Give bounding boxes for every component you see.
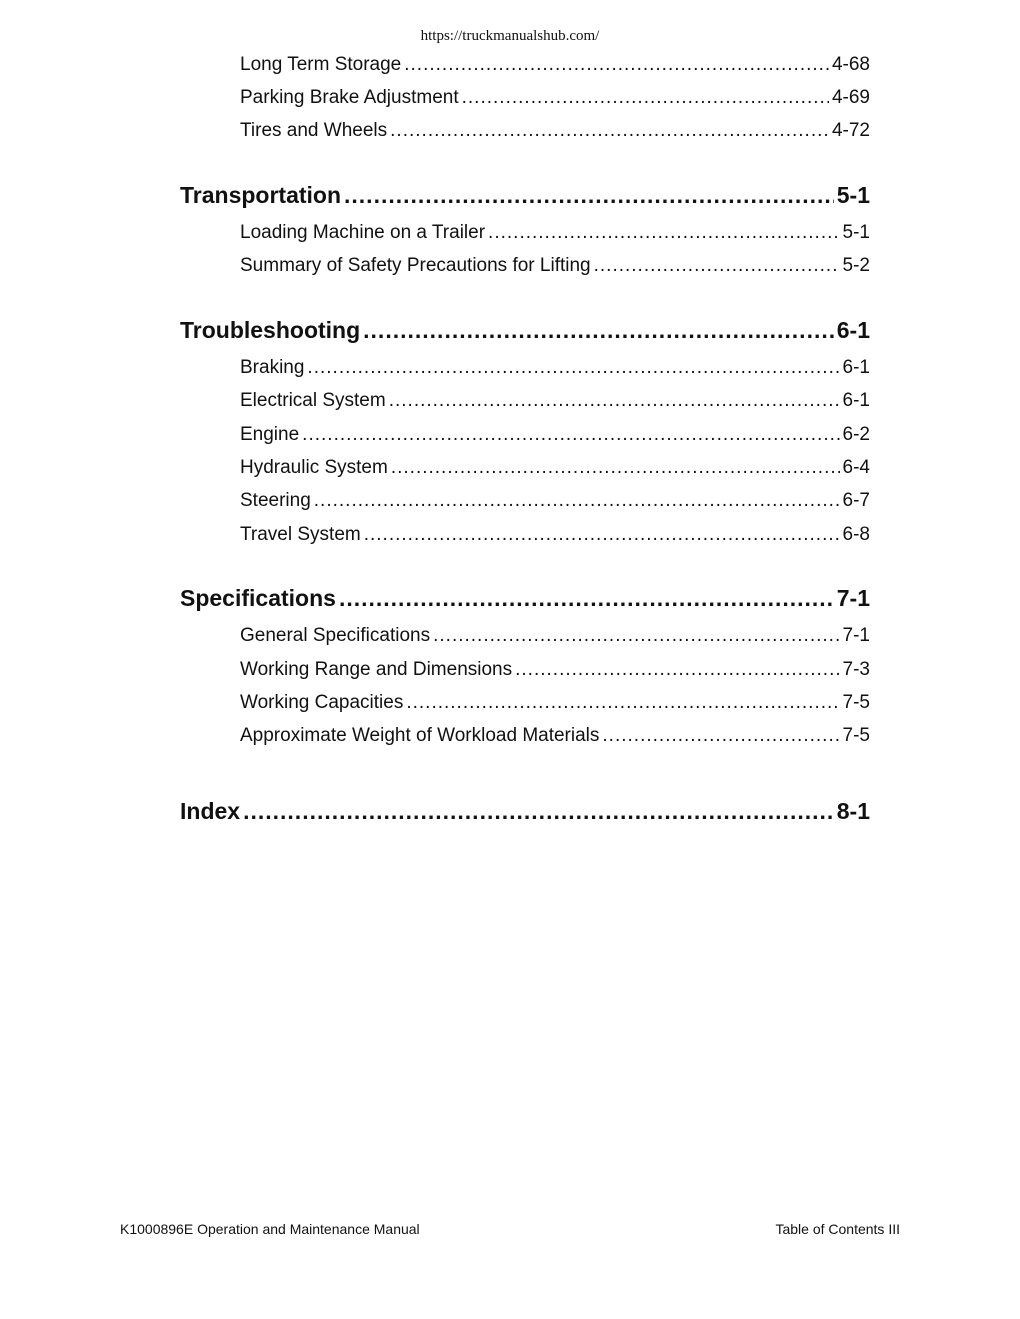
toc-entry-hydraulic-system[interactable] xyxy=(240,457,870,479)
dot-leader xyxy=(243,798,834,825)
toc-entry-page: 6-1 xyxy=(842,390,870,411)
toc-chapter-page: 8-1 xyxy=(836,798,870,824)
dot-leader xyxy=(391,457,840,479)
toc-chapter-troubleshooting[interactable] xyxy=(180,317,870,344)
toc-entry-title: Hydraulic System xyxy=(240,457,388,478)
toc-entry-page: 5-2 xyxy=(842,255,870,276)
toc-chapter-page: 7-1 xyxy=(836,585,870,611)
toc-chapter-title: Transportation xyxy=(180,182,342,208)
dot-leader xyxy=(364,524,840,546)
toc-chapter-index[interactable] xyxy=(180,798,870,825)
toc-entry-braking[interactable] xyxy=(240,357,870,379)
dot-leader xyxy=(307,357,839,379)
dot-leader xyxy=(363,317,834,344)
toc-entry-title: Engine xyxy=(240,424,300,445)
toc-entry-page: 7-5 xyxy=(842,725,870,746)
toc-entry-title: Working Range and Dimensions xyxy=(240,659,513,680)
toc-entry-page: 7-3 xyxy=(842,659,870,680)
toc-entry-title: Steering xyxy=(240,490,311,511)
dot-leader xyxy=(339,585,834,612)
dot-leader xyxy=(404,54,829,76)
toc-entry-page: 7-5 xyxy=(842,692,870,713)
toc-entry-title: Approximate Weight of Workload Materials xyxy=(240,725,600,746)
toc-entry-title: Long Term Storage xyxy=(240,54,402,75)
toc-entry-long-term-storage[interactable] xyxy=(240,54,870,76)
dot-leader xyxy=(602,725,839,747)
footer-manual-title: K1000896E Operation and Maintenance Manual xyxy=(120,1221,420,1237)
toc-entry-engine[interactable] xyxy=(240,424,870,446)
toc-chapter-transportation[interactable] xyxy=(180,182,870,209)
dot-leader xyxy=(406,692,839,714)
toc-entry-title: Travel System xyxy=(240,524,361,545)
toc-entry-working-capacities[interactable] xyxy=(240,692,870,714)
toc-entry-page: 4-69 xyxy=(831,87,870,108)
toc-chapter-page: 5-1 xyxy=(836,182,870,208)
toc-entry-page: 4-72 xyxy=(831,120,870,141)
dot-leader xyxy=(344,182,834,209)
footer-section-label: Table of Contents III xyxy=(775,1221,900,1237)
toc-entry-tires-and-wheels[interactable] xyxy=(240,120,870,142)
dot-leader xyxy=(389,390,840,412)
toc-entry-title: Summary of Safety Precautions for Lifting xyxy=(240,255,591,276)
toc-entry-approximate-weight-of-workload-materials[interactable] xyxy=(240,725,870,747)
toc-entry-parking-brake-adjustment[interactable] xyxy=(240,87,870,109)
toc-entry-title: Tires and Wheels xyxy=(240,120,388,141)
dot-leader xyxy=(302,424,839,446)
toc-entry-page: 6-7 xyxy=(842,490,870,511)
dot-leader xyxy=(462,87,829,109)
dot-leader xyxy=(314,490,840,512)
dot-leader xyxy=(515,659,839,681)
dot-leader xyxy=(390,120,829,142)
dot-leader xyxy=(488,222,839,244)
toc-entry-working-range-and-dimensions[interactable] xyxy=(240,659,870,681)
toc-entry-title: Braking xyxy=(240,357,305,378)
toc-entry-title: Loading Machine on a Trailer xyxy=(240,222,486,243)
toc-entry-steering[interactable] xyxy=(240,490,870,512)
toc-entry-title: Electrical System xyxy=(240,390,386,411)
toc-entry-page: 6-1 xyxy=(842,357,870,378)
toc-entry-title: Parking Brake Adjustment xyxy=(240,87,459,108)
toc-entry-travel-system[interactable] xyxy=(240,524,870,546)
toc-chapter-specifications[interactable] xyxy=(180,585,870,612)
toc-entry-page: 7-1 xyxy=(842,625,870,646)
toc-entry-page: 6-8 xyxy=(842,524,870,545)
toc-entry-general-specifications[interactable] xyxy=(240,625,870,647)
toc-entry-loading-machine-on-a-trailer[interactable] xyxy=(240,222,870,244)
toc-chapter-title: Troubleshooting xyxy=(180,317,361,343)
toc-entry-page: 6-2 xyxy=(842,424,870,445)
toc-chapter-title: Index xyxy=(180,798,241,824)
dot-leader xyxy=(433,625,839,647)
toc-chapter-page: 6-1 xyxy=(836,317,870,343)
toc-entry-title: General Specifications xyxy=(240,625,431,646)
toc-entry-summary-of-safety-precautions[interactable] xyxy=(240,255,870,277)
toc-entry-electrical-system[interactable] xyxy=(240,390,870,412)
dot-leader xyxy=(594,255,840,277)
toc-entry-title: Working Capacities xyxy=(240,692,404,713)
toc-entry-page: 6-4 xyxy=(842,457,870,478)
toc-entry-page: 5-1 xyxy=(842,222,870,243)
source-url: https://truckmanualshub.com/ xyxy=(420,28,600,44)
toc-chapter-title: Specifications xyxy=(180,585,336,611)
toc-entry-page: 4-68 xyxy=(831,54,870,75)
